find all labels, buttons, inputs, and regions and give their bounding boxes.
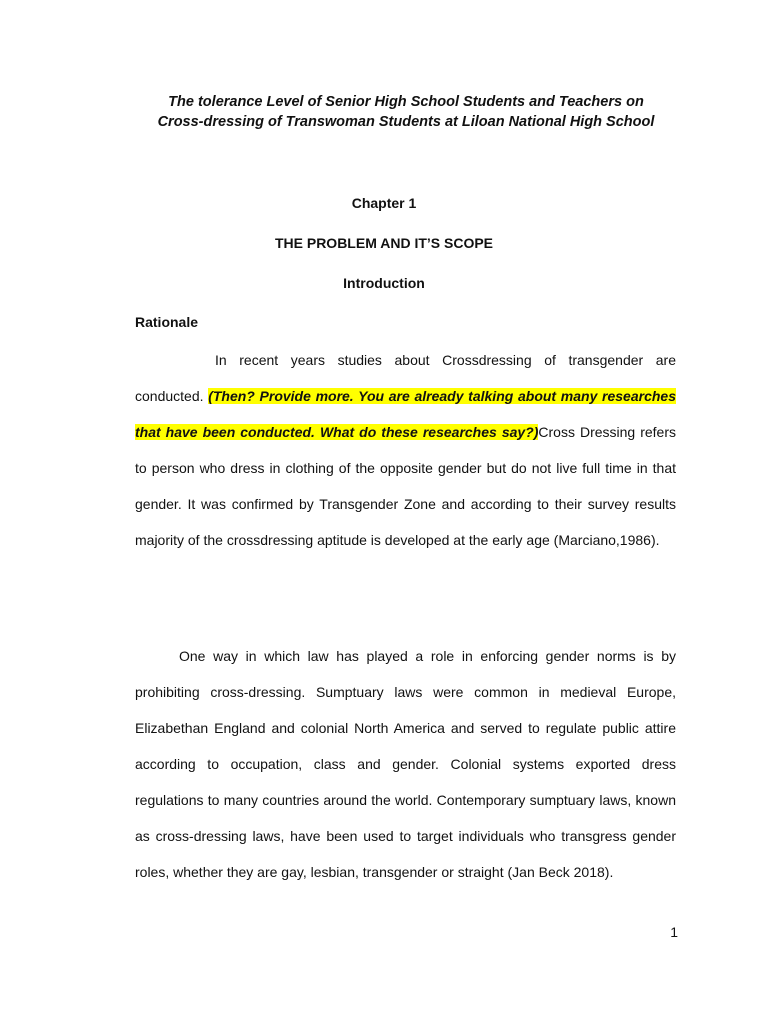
chapter-title: THE PROBLEM AND IT’S SCOPE: [274, 235, 494, 251]
chapter-heading: Chapter 1: [351, 195, 417, 211]
title-line-1: The tolerance Level of Senior High School Students and Teachers on: [168, 94, 644, 110]
paragraph-2: One way in which law has played a role in enforcing gender norms is by prohibiting cross-dressing. Sumptuary laws were common in medieval Europe, Elizabethan England and colonial North America and served to regulate public attire according to occupation, class and gender. Colonial systems exported dress regulations to many countries around the world. Contemporary sumptuary laws, known as cross-dressing laws, have been used to target individuals who transgress gender roles, whether they are gay, lesbian, transgender or straight (Jan Beck 2018).: [135, 648, 676, 880]
document-title: [100, 92, 712, 132]
title-line-2: Cross-dressing of Transwoman Students at Liloan National High School: [157, 114, 655, 130]
section-heading: Introduction: [343, 275, 425, 291]
subsection-heading: Rationale: [135, 314, 199, 330]
paragraph-1-body: Cross Dressing refers to person who dress in clothing of the opposite gender but do not live full time in that gender. It was confirmed by Transgender Zone and according to their survey results majority of the crossdressing aptitude is developed at the early age (Marciano,1986).: [135, 424, 676, 548]
paragraph-1: [135, 342, 676, 558]
page-number: 1: [670, 924, 678, 940]
paragraph-1-intro: In recent years studies about Crossdressing of transgender are conducted.: [135, 352, 676, 404]
reviewer-comment-highlight: (Then? Provide more. You are already talking about many researches that have been conducted. What do these researches say?): [135, 388, 676, 440]
